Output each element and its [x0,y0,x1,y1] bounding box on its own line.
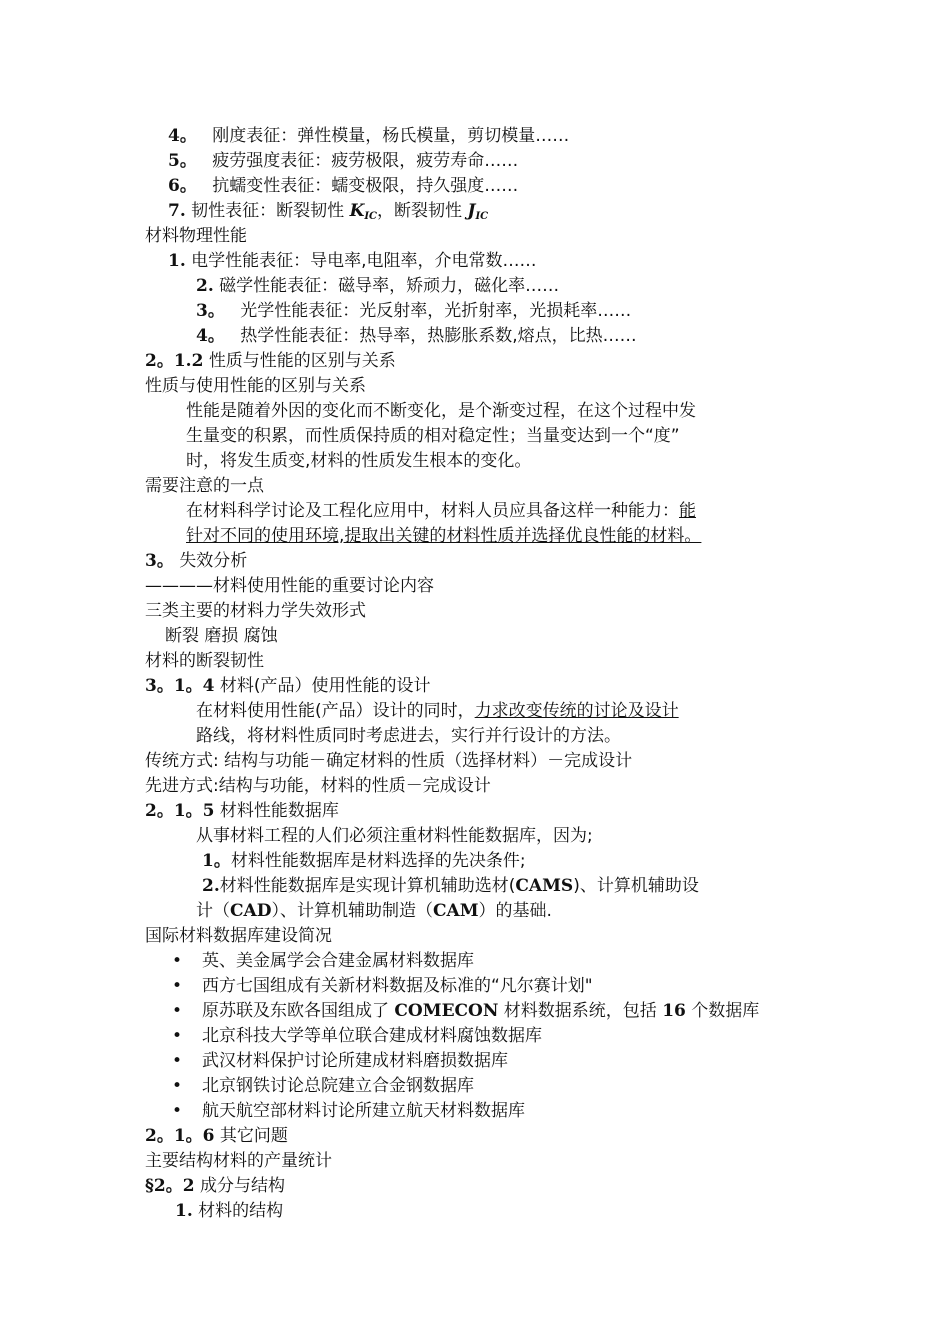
item-text: 磁学性能表征：磁导率，矫顽力，磁化率…… [219,276,560,296]
section-title: 材料(产品）使用性能的设计 [219,676,431,696]
bullet-icon: • [172,1101,183,1121]
number: 16 [662,1001,686,1021]
item-fatigue [168,149,518,173]
text: ）的基础. [478,901,552,921]
bullet-icon: • [172,951,183,971]
text: 材料数据系统，包括 [498,1001,663,1021]
item-text: ，断裂韧性 [376,201,468,221]
section-3-1-4 [145,674,431,698]
underlined-text: 能 [679,501,696,521]
text-line: 先进方式:结构与功能，材料的性质－完成设计 [145,776,491,796]
item-number: 2. [202,876,220,896]
acronym: CAM [432,901,479,921]
item-creep [168,174,518,198]
item-text: 刚度表征：弹性模量，杨氏模量，剪切模量…… [212,126,570,146]
bullet-icon: • [172,1051,183,1071]
section-2-1-6 [145,1124,288,1148]
section-title: 成分与结构 [194,1176,285,1196]
item-number: 4。 [196,326,225,346]
item-text: 光学性能表征：光反射率，光折射率，光损耗率…… [240,301,632,321]
list-item-text: 英、美金属学会合建金属材料数据库 [202,951,474,971]
section-number: 2。1.2 [145,351,204,371]
heading-physical-properties: 材料物理性能 [145,226,247,246]
paragraph-line: 从事材料工程的人们必须注重材料性能数据库，因为; [196,826,593,846]
list-item-text: 武汉材料保护讨论所建成材料磨损数据库 [202,1051,508,1071]
list-item-text: 西方七国组成有关新材料数据及标准的“凡尔赛计划" [202,976,593,996]
section-3 [145,549,247,573]
item-electrical [168,249,537,273]
section-number: 3。1。4 [145,676,215,696]
item-magnetic [196,274,559,298]
section-number: 3。 [145,551,174,571]
underlined-paragraph-line: 针对不同的使用环境,提取出关键的材料性质并选择优良性能的材料。 [186,526,702,546]
text: 在材料科学讨论及工程化应用中，材料人员应具备这样一种能力： [186,501,679,521]
item-text: 材料的结构 [198,1201,284,1221]
text: 原苏联及东欧各国组成了 [202,1001,395,1021]
list-item [172,1074,474,1098]
list-item [172,1049,508,1073]
list-item-text: 北京科技大学等单位联合建成材料腐蚀数据库 [202,1026,542,1046]
section-number: 2。1。6 [145,1126,215,1146]
item-database-1 [202,849,526,873]
section-number: 2。1。5 [145,801,215,821]
item-number: 4。 [168,126,197,146]
paragraph-line: 生量变的积累，而性质保持质的相对稳定性；当量变达到一个“度” [186,426,680,446]
list-item-text: 北京钢铁讨论总院建立合金钢数据库 [202,1076,474,1096]
paragraph-line [196,899,552,923]
item-number: 3。 [196,301,225,321]
text-line: 主要结构材料的产量统计 [145,1151,332,1171]
paragraph-line: 路线，将材料性质同时考虑进去，实行并行设计的方法。 [196,726,621,746]
text-line: 断裂 磨损 腐蚀 [165,626,278,646]
bullet-icon: • [172,1076,183,1096]
kic-subscript: IC [364,211,377,222]
list-item [172,1024,542,1048]
item-text: 材料性能数据库是材料选择的先决条件; [230,851,526,871]
bullet-icon: • [172,1001,183,1021]
section-title: 性质与性能的区别与关系 [208,351,396,371]
item-number: 5。 [168,151,197,171]
item-number: 1。 [202,851,231,871]
item-text: 材料性能数据库是实现计算机辅助选材( [219,876,516,896]
section-title: 材料性能数据库 [219,801,339,821]
list-item [172,999,760,1023]
item-text: )、计算机辅助设 [573,876,699,896]
list-item [172,949,474,973]
subheading: 需要注意的一点 [145,476,264,496]
subheading: 性质与使用性能的区别与关系 [145,376,366,396]
section-number: §2。2 [145,1176,195,1196]
subheading: 国际材料数据库建设简况 [145,926,332,946]
text: 计（ [196,901,230,921]
item-text: 抗蠕变性表征：蠕变极限，持久强度…… [212,176,519,196]
text-line: 材料的断裂韧性 [145,651,264,671]
list-item-text [202,999,759,1023]
item-text: 热学性能表征：热导率，热膨胀系数,熔点，比热…… [240,326,637,346]
item-number: 1. [168,251,186,271]
text: 个数据库 [685,1001,760,1021]
section-title: 其它问题 [219,1126,288,1146]
paragraph-line: 时，将发生质变,材料的性质发生根本的变化。 [186,451,532,471]
text-line: 传统方式: 结构与功能－确定材料的性质（选择材料）－完成设计 [145,751,633,771]
item-thermal [196,324,637,348]
list-item [172,974,593,998]
item-text: 疲劳强度表征：疲劳极限，疲劳寿命…… [212,151,519,171]
jic-symbol: J [467,201,476,221]
jic-subscript: IC [475,211,489,222]
acronym: CAMS [515,876,574,896]
section-2-2 [145,1174,285,1198]
section-2-1-2 [145,349,396,373]
item-text: 电学性能表征：导电率,电阻率，介电常数…… [191,251,537,271]
section-title: 失效分析 [179,551,248,571]
item-structure [175,1199,283,1223]
acronym: COMECON [394,1001,499,1021]
text-line: ————材料使用性能的重要讨论内容 [145,576,434,596]
text-line: 三类主要的材料力学失效形式 [145,601,366,621]
item-number: 6。 [168,176,197,196]
list-item-text: 航天航空部材料讨论所建立航天材料数据库 [202,1101,525,1121]
bullet-icon: • [172,976,183,996]
item-optical [196,299,631,323]
bullet-icon: • [172,1026,183,1046]
section-2-1-5 [145,799,339,823]
item-number: 2. [196,276,214,296]
text: 在材料使用性能(产品）设计的同时， [196,701,475,721]
list-item [172,1099,525,1123]
acronym: CAD [230,901,272,921]
paragraph-line [196,699,679,723]
item-number: 1. [175,1201,193,1221]
item-text: 韧性表征：断裂韧性 [191,201,350,221]
paragraph-line: 性能是随着外因的变化而不断变化，是个渐变过程，在这个过程中发 [186,401,696,421]
underlined-text: 力求改变传统的讨论及设计 [474,701,679,721]
item-number: 7. [168,201,186,221]
item-stiffness [168,124,569,148]
text: ）、计算机辅助制造（ [271,901,433,921]
paragraph-line [186,499,696,523]
kic-symbol: K [349,201,365,221]
item-database-2 [202,874,699,898]
